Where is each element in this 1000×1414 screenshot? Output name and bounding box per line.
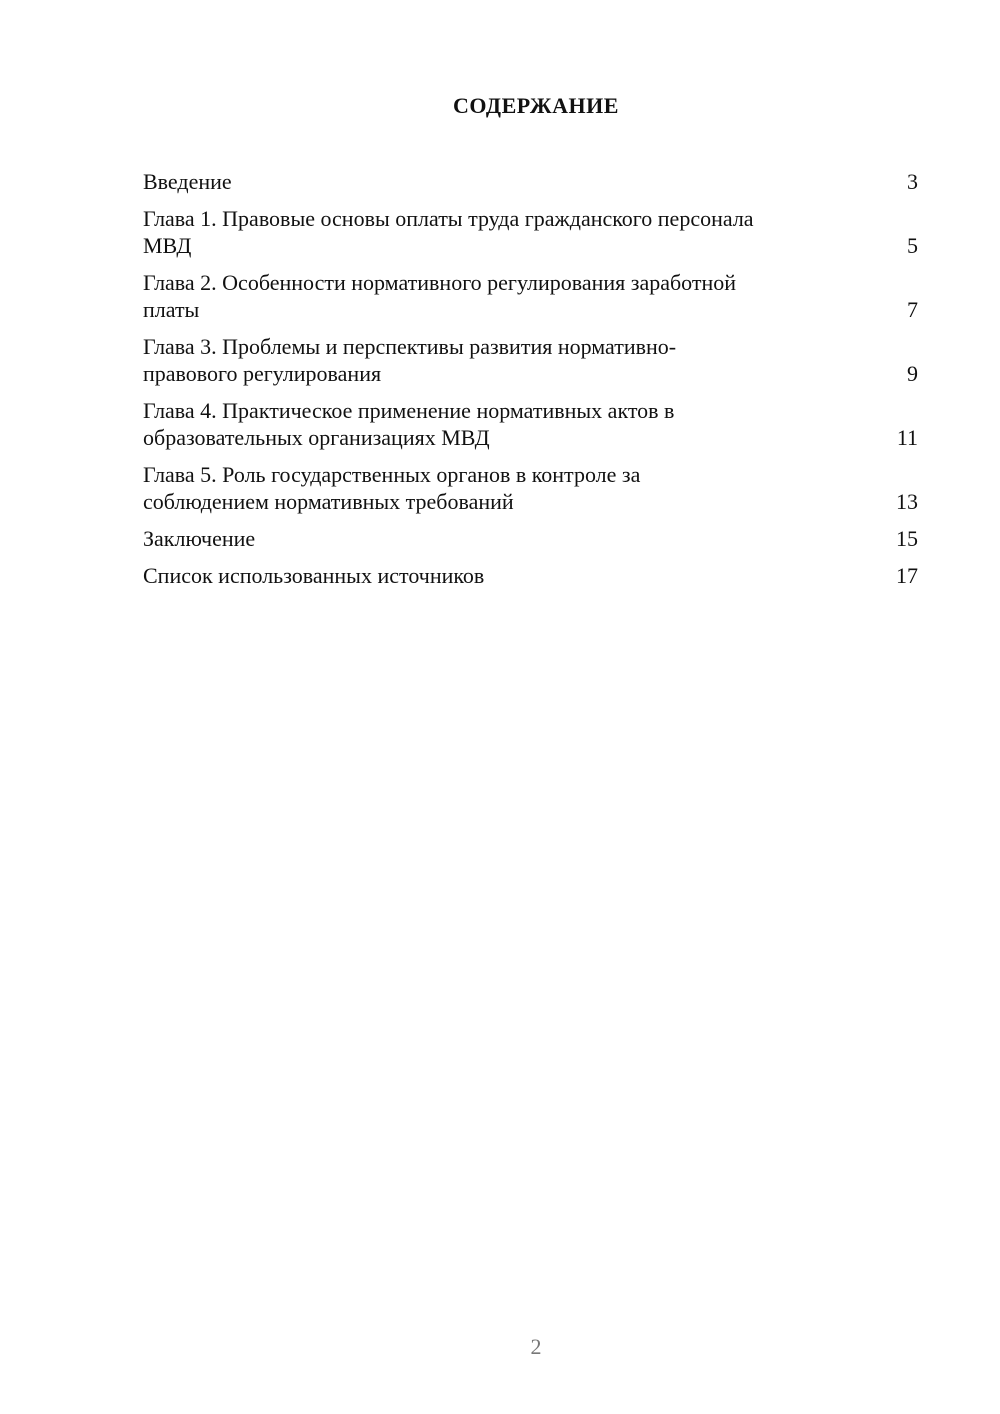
- toc-entry-page: 15: [896, 526, 918, 551]
- table-of-contents: [143, 168, 918, 599]
- toc-entry-label: Глава 2. Особенности нормативного регулирования заработной платы: [143, 270, 737, 322]
- toc-entry-label: Введение: [143, 169, 232, 194]
- toc-entry-label: Список использованных источников: [143, 563, 485, 588]
- toc-entry-label: Глава 5. Роль государственных органов в контроле за соблюдением нормативных требований: [143, 462, 641, 514]
- toc-entry-chapter-5[interactable]: [143, 461, 918, 515]
- toc-entry-label: Глава 3. Проблемы и перспективы развития нормативно-правового регулирования: [143, 334, 677, 386]
- toc-entry-page: 13: [896, 489, 918, 514]
- toc-entry-chapter-4[interactable]: [143, 397, 918, 451]
- toc-entry-label: Глава 4. Практическое применение нормативных актов в образовательных организациях МВД: [143, 398, 675, 450]
- toc-entry-page: 5: [907, 233, 918, 258]
- toc-entry-label: Глава 1. Правовые основы оплаты труда гражданского персонала МВД: [143, 206, 754, 258]
- toc-entry-page: 17: [896, 563, 918, 588]
- toc-entry-page: 7: [907, 297, 918, 322]
- toc-title: СОДЕРЖАНИЕ: [453, 93, 619, 118]
- toc-entry-references[interactable]: [143, 562, 918, 589]
- toc-entry-conclusion[interactable]: [143, 525, 918, 552]
- toc-entry-label: Заключение: [143, 526, 256, 551]
- toc-entry-chapter-1[interactable]: [143, 205, 918, 259]
- toc-entry-chapter-3[interactable]: [143, 333, 918, 387]
- toc-entry-page: 9: [907, 361, 918, 386]
- page-number: 2: [530, 1334, 542, 1359]
- toc-entry-introduction[interactable]: [143, 168, 918, 195]
- toc-entry-page: 3: [907, 169, 918, 194]
- toc-entry-chapter-2[interactable]: [143, 269, 918, 323]
- toc-entry-page: 11: [896, 425, 918, 450]
